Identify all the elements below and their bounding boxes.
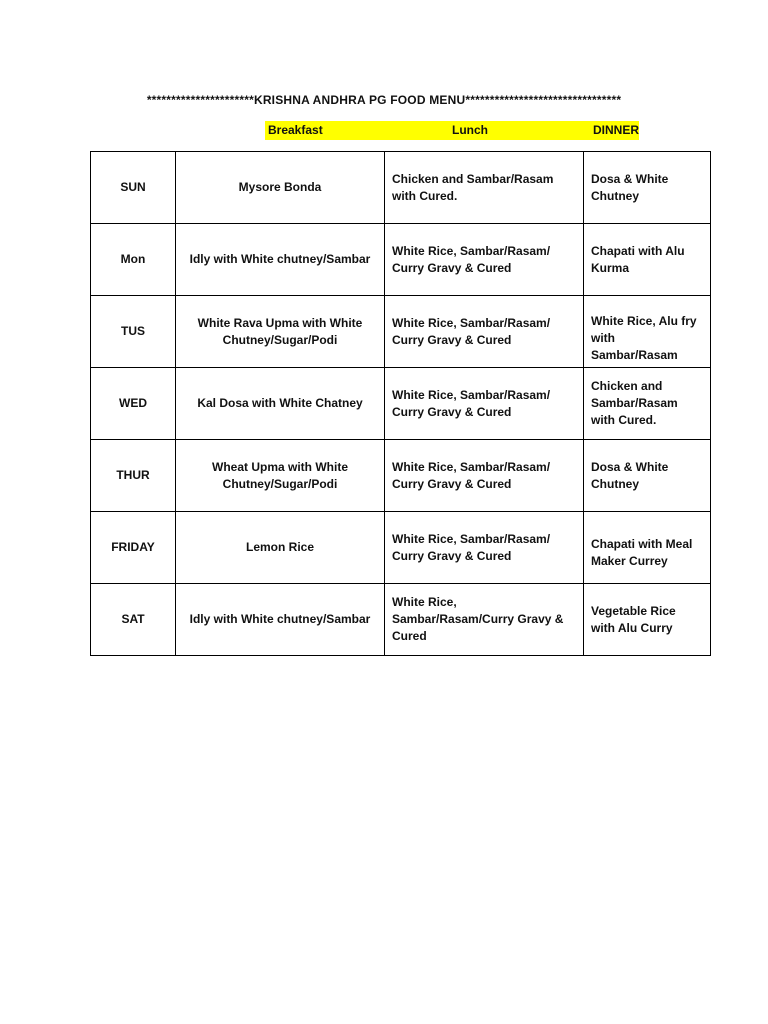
lunch-cell: White Rice, Sambar/Rasam/ Curry Gravy & Cured: [385, 224, 584, 296]
day-cell: Mon: [91, 224, 176, 296]
lunch-cell: White Rice, Sambar/Rasam/ Curry Gravy & Cured: [385, 368, 584, 440]
breakfast-cell: White Rava Upma with White Chutney/Sugar/Podi: [176, 296, 385, 368]
table-row: [91, 296, 711, 368]
day-cell: SAT: [91, 584, 176, 656]
breakfast-cell: Wheat Upma with White Chutney/Sugar/Podi: [176, 440, 385, 512]
table-row: [91, 224, 711, 296]
dinner-cell: Chapati with Meal Maker Currey: [584, 512, 711, 584]
breakfast-cell: Lemon Rice: [176, 512, 385, 584]
table-row: [91, 512, 711, 584]
lunch-cell: White Rice, Sambar/Rasam/ Curry Gravy & Cured: [385, 440, 584, 512]
header-dinner: DINNER: [593, 123, 640, 137]
dinner-cell: White Rice, Alu fry with Sambar/Rasam: [584, 296, 711, 368]
day-cell: FRIDAY: [91, 512, 176, 584]
dinner-cell: Chicken and Sambar/Rasam with Cured.: [584, 368, 711, 440]
day-cell: SUN: [91, 152, 176, 224]
table-row: [91, 368, 711, 440]
lunch-cell: White Rice, Sambar/Rasam/ Curry Gravy & Cured: [385, 512, 584, 584]
day-cell: THUR: [91, 440, 176, 512]
header-lunch: Lunch: [452, 123, 488, 137]
lunch-cell: Chicken and Sambar/Rasam with Cured.: [385, 152, 584, 224]
table-row: [91, 440, 711, 512]
page-title: **********************KRISHNA ANDHRA PG FOOD MENU********************************: [146, 93, 622, 107]
breakfast-cell: Idly with White chutney/Sambar: [176, 224, 385, 296]
breakfast-cell: Idly with White chutney/Sambar: [176, 584, 385, 656]
day-cell: WED: [91, 368, 176, 440]
table-row: [91, 152, 711, 224]
breakfast-cell: Kal Dosa with White Chatney: [176, 368, 385, 440]
dinner-cell: Chapati with Alu Kurma: [584, 224, 711, 296]
dinner-cell: Dosa & White Chutney: [584, 152, 711, 224]
food-menu-table: [90, 151, 711, 656]
dinner-cell: Dosa & White Chutney: [584, 440, 711, 512]
lunch-cell: White Rice, Sambar/Rasam/ Curry Gravy & Cured: [385, 296, 584, 368]
meal-header-bar: [265, 121, 639, 140]
lunch-cell: White Rice, Sambar/Rasam/Curry Gravy & Cured: [385, 584, 584, 656]
header-breakfast: Breakfast: [268, 123, 323, 137]
dinner-cell: Vegetable Rice with Alu Curry: [584, 584, 711, 656]
breakfast-cell: Mysore Bonda: [176, 152, 385, 224]
table-row: [91, 584, 711, 656]
day-cell: TUS: [91, 296, 176, 368]
